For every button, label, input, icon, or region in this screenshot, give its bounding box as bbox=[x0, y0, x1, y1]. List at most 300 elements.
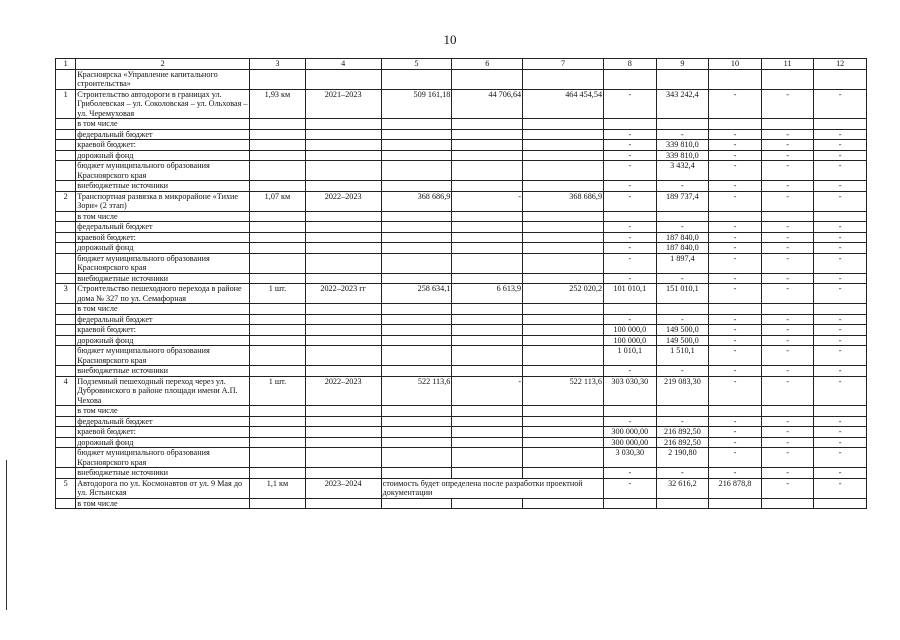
table-cell: - bbox=[814, 335, 867, 346]
table-cell bbox=[305, 119, 381, 130]
table-cell bbox=[452, 150, 523, 161]
table-cell bbox=[761, 119, 814, 130]
table-cell bbox=[523, 416, 604, 427]
table-cell: федеральный бюджет bbox=[76, 314, 250, 325]
funding-source-row bbox=[56, 437, 867, 448]
table-cell bbox=[381, 119, 452, 130]
table-cell bbox=[56, 150, 76, 161]
table-cell bbox=[656, 211, 709, 222]
funding-source-row bbox=[56, 448, 867, 468]
table-cell: 2022–2023 bbox=[305, 376, 381, 406]
funding-source-row bbox=[56, 140, 867, 151]
table-cell: 187 840,0 bbox=[656, 232, 709, 243]
column-header: 6 bbox=[452, 59, 523, 70]
table-cell: - bbox=[761, 284, 814, 304]
table-cell bbox=[250, 150, 306, 161]
table-cell: - bbox=[761, 437, 814, 448]
table-cell: - bbox=[604, 366, 657, 377]
table-cell bbox=[250, 498, 306, 509]
table-cell: 3 432,4 bbox=[656, 161, 709, 181]
table-cell bbox=[56, 498, 76, 509]
table-cell bbox=[250, 335, 306, 346]
table-cell bbox=[709, 69, 762, 89]
table-cell bbox=[305, 406, 381, 417]
table-cell bbox=[56, 325, 76, 336]
column-header: 8 bbox=[604, 59, 657, 70]
project-row bbox=[56, 284, 867, 304]
table-cell bbox=[305, 304, 381, 315]
table-cell: 189 737,4 bbox=[656, 191, 709, 211]
table-cell bbox=[250, 161, 306, 181]
table-cell: 252 020,2 bbox=[523, 284, 604, 304]
table-cell: - bbox=[709, 314, 762, 325]
table-cell bbox=[656, 69, 709, 89]
table-cell: - bbox=[814, 314, 867, 325]
table-cell bbox=[523, 437, 604, 448]
table-cell: 1 510,1 bbox=[656, 346, 709, 366]
table-cell: - bbox=[814, 161, 867, 181]
table-cell bbox=[305, 346, 381, 366]
table-cell: 149 500,0 bbox=[656, 325, 709, 336]
table-cell bbox=[250, 325, 306, 336]
project-row bbox=[56, 478, 867, 498]
table-cell bbox=[381, 232, 452, 243]
table-cell: Строительство автодороги в границах ул. Гриболевская – ул. Соколовская – ул. Ольховая – ул. Черемуховая bbox=[76, 89, 250, 119]
table-cell: 1 bbox=[56, 89, 76, 119]
table-cell bbox=[381, 253, 452, 273]
table-cell bbox=[305, 129, 381, 140]
table-cell bbox=[452, 129, 523, 140]
table-cell bbox=[452, 181, 523, 192]
table-cell: Транспортная развязка в микрорайоне «Тихие Зори» (2 этап) bbox=[76, 191, 250, 211]
table-cell bbox=[381, 427, 452, 438]
table-cell: 303 030,30 bbox=[604, 376, 657, 406]
table-cell: 368 686,9 bbox=[523, 191, 604, 211]
table-cell bbox=[656, 304, 709, 315]
table-cell bbox=[305, 314, 381, 325]
table-cell: - bbox=[709, 427, 762, 438]
table-cell: - bbox=[656, 314, 709, 325]
table-cell: краевой бюджет: bbox=[76, 325, 250, 336]
table-cell bbox=[250, 181, 306, 192]
table-cell: - bbox=[709, 273, 762, 284]
table-cell: 343 242,4 bbox=[656, 89, 709, 119]
table-cell bbox=[305, 498, 381, 509]
table-cell bbox=[305, 69, 381, 89]
table-cell bbox=[250, 69, 306, 89]
table-cell bbox=[709, 304, 762, 315]
table-cell bbox=[305, 366, 381, 377]
table-cell bbox=[452, 416, 523, 427]
table-cell bbox=[305, 181, 381, 192]
table-cell: 101 010,1 bbox=[604, 284, 657, 304]
table-cell: - bbox=[709, 89, 762, 119]
table-cell: - bbox=[761, 253, 814, 273]
table-cell bbox=[523, 325, 604, 336]
table-cell bbox=[381, 181, 452, 192]
table-cell bbox=[523, 119, 604, 130]
table-cell: внебюджетные источники bbox=[76, 273, 250, 284]
funding-source-row bbox=[56, 314, 867, 325]
table-cell: - bbox=[761, 140, 814, 151]
table-cell: - bbox=[604, 468, 657, 479]
funding-source-row bbox=[56, 366, 867, 377]
table-cell: - bbox=[814, 366, 867, 377]
table-cell bbox=[709, 119, 762, 130]
table-cell bbox=[761, 211, 814, 222]
table-cell: - bbox=[656, 468, 709, 479]
table-cell: - bbox=[452, 376, 523, 406]
table-cell: - bbox=[709, 346, 762, 366]
table-cell: 149 500,0 bbox=[656, 335, 709, 346]
table-cell bbox=[452, 335, 523, 346]
table-cell: - bbox=[761, 335, 814, 346]
project-row bbox=[56, 191, 867, 211]
table-cell: бюджет муниципального образования Красноярского края bbox=[76, 161, 250, 181]
table-cell: - bbox=[709, 325, 762, 336]
table-cell bbox=[381, 335, 452, 346]
table-cell: в том числе bbox=[76, 119, 250, 130]
column-header-row bbox=[56, 59, 867, 70]
table-cell bbox=[56, 140, 76, 151]
table-cell: - bbox=[656, 129, 709, 140]
table-cell bbox=[452, 273, 523, 284]
table-cell bbox=[452, 243, 523, 254]
table-cell bbox=[381, 314, 452, 325]
column-header: 3 bbox=[250, 59, 306, 70]
table-cell bbox=[381, 406, 452, 417]
table-cell bbox=[523, 253, 604, 273]
table-cell bbox=[452, 498, 523, 509]
table-cell bbox=[56, 222, 76, 233]
table-cell bbox=[56, 253, 76, 273]
table-cell: в том числе bbox=[76, 304, 250, 315]
table-cell bbox=[452, 468, 523, 479]
table-cell: федеральный бюджет bbox=[76, 416, 250, 427]
table-cell: дорожный фонд bbox=[76, 150, 250, 161]
table-cell bbox=[381, 498, 452, 509]
table-cell: 258 634,1 bbox=[381, 284, 452, 304]
funding-source-row bbox=[56, 119, 867, 130]
table-cell: - bbox=[709, 468, 762, 479]
table-cell: - bbox=[656, 366, 709, 377]
table-cell: внебюджетные источники bbox=[76, 468, 250, 479]
table-cell: - bbox=[814, 129, 867, 140]
table-cell: 1,1 км bbox=[250, 478, 306, 498]
table-cell bbox=[56, 69, 76, 89]
table-cell: - bbox=[761, 129, 814, 140]
table-cell bbox=[381, 416, 452, 427]
table-cell bbox=[523, 222, 604, 233]
table-cell bbox=[452, 448, 523, 468]
table-cell: - bbox=[814, 346, 867, 366]
funding-source-row bbox=[56, 129, 867, 140]
funding-source-row bbox=[56, 253, 867, 273]
table-cell: 522 113,6 bbox=[523, 376, 604, 406]
table-cell: - bbox=[761, 273, 814, 284]
table-cell: - bbox=[761, 366, 814, 377]
table-cell: 522 113,6 bbox=[381, 376, 452, 406]
table-cell bbox=[709, 211, 762, 222]
table-cell bbox=[56, 314, 76, 325]
table-cell: 44 706,64 bbox=[452, 89, 523, 119]
table-cell: внебюджетные источники bbox=[76, 181, 250, 192]
table-cell bbox=[604, 69, 657, 89]
table-cell bbox=[523, 140, 604, 151]
column-header: 2 bbox=[76, 59, 250, 70]
table-cell bbox=[250, 129, 306, 140]
page-number: 10 bbox=[443, 32, 457, 47]
table-cell: 2022–2023 гг bbox=[305, 284, 381, 304]
table-cell bbox=[452, 314, 523, 325]
table-cell bbox=[56, 346, 76, 366]
funding-source-row bbox=[56, 232, 867, 243]
table-cell: - bbox=[814, 150, 867, 161]
table-cell bbox=[305, 427, 381, 438]
table-cell: 216 892,50 bbox=[656, 427, 709, 438]
table-cell: 2021–2023 bbox=[305, 89, 381, 119]
table-cell: - bbox=[814, 437, 867, 448]
table-cell bbox=[452, 69, 523, 89]
table-cell: - bbox=[814, 478, 867, 498]
table-cell bbox=[604, 406, 657, 417]
table-cell: Подземный пешеходный переход через ул. Дубровинского в районе площади имени А.П. Чехова bbox=[76, 376, 250, 406]
table-cell bbox=[656, 119, 709, 130]
table-cell bbox=[381, 161, 452, 181]
table-cell: 32 616,2 bbox=[656, 478, 709, 498]
table-cell: - bbox=[761, 325, 814, 336]
table-cell: - bbox=[761, 478, 814, 498]
table-cell bbox=[381, 211, 452, 222]
table-cell: - bbox=[656, 273, 709, 284]
funding-source-row bbox=[56, 181, 867, 192]
project-row bbox=[56, 376, 867, 406]
table-cell: - bbox=[761, 416, 814, 427]
table-cell bbox=[452, 119, 523, 130]
table-cell: - bbox=[604, 416, 657, 427]
table-cell: - bbox=[761, 468, 814, 479]
table-cell bbox=[452, 140, 523, 151]
table-cell: - bbox=[761, 448, 814, 468]
table-cell: Автодорога по ул. Космонавтов от ул. 9 Мая до ул. Ястынская bbox=[76, 478, 250, 498]
funding-source-row bbox=[56, 335, 867, 346]
table-cell: 5 bbox=[56, 478, 76, 498]
table-cell: федеральный бюджет bbox=[76, 129, 250, 140]
table-cell: - bbox=[814, 253, 867, 273]
table-cell bbox=[56, 119, 76, 130]
funding-source-row bbox=[56, 498, 867, 509]
table-cell bbox=[761, 69, 814, 89]
table-cell: - bbox=[761, 222, 814, 233]
funding-source-row bbox=[56, 346, 867, 366]
column-header: 11 bbox=[761, 59, 814, 70]
table-cell: внебюджетные источники bbox=[76, 366, 250, 377]
funding-source-row bbox=[56, 273, 867, 284]
column-header: 7 bbox=[523, 59, 604, 70]
table-cell: 3 030,30 bbox=[604, 448, 657, 468]
table-cell bbox=[381, 468, 452, 479]
table-cell bbox=[381, 437, 452, 448]
table-cell bbox=[523, 129, 604, 140]
table-cell bbox=[305, 273, 381, 284]
table-cell bbox=[250, 119, 306, 130]
table-cell bbox=[381, 346, 452, 366]
table-cell bbox=[814, 304, 867, 315]
table-cell: - bbox=[709, 437, 762, 448]
table-cell: в том числе bbox=[76, 498, 250, 509]
table-cell: - bbox=[761, 150, 814, 161]
funding-source-row bbox=[56, 243, 867, 254]
table-cell bbox=[56, 232, 76, 243]
table-cell: - bbox=[604, 140, 657, 151]
table-cell: в том числе bbox=[76, 406, 250, 417]
table-cell: - bbox=[709, 191, 762, 211]
table-cell: - bbox=[814, 448, 867, 468]
column-header: 4 bbox=[305, 59, 381, 70]
table-cell bbox=[250, 314, 306, 325]
table-cell: краевой бюджет: bbox=[76, 140, 250, 151]
table-cell bbox=[250, 437, 306, 448]
table-cell bbox=[56, 437, 76, 448]
table-cell: Красноярска «Управление капитального строительства» bbox=[76, 69, 250, 89]
table-cell bbox=[452, 427, 523, 438]
table-cell: 339 810,0 bbox=[656, 140, 709, 151]
table-cell: - bbox=[709, 366, 762, 377]
table-cell bbox=[305, 243, 381, 254]
table-cell: - bbox=[709, 243, 762, 254]
table-cell bbox=[305, 335, 381, 346]
table-cell bbox=[452, 366, 523, 377]
table-cell bbox=[56, 243, 76, 254]
table-cell: - bbox=[761, 376, 814, 406]
table-cell bbox=[56, 161, 76, 181]
table-cell: - bbox=[604, 150, 657, 161]
budget-table bbox=[55, 58, 867, 509]
table-cell bbox=[523, 427, 604, 438]
table-cell bbox=[709, 406, 762, 417]
table-cell bbox=[250, 232, 306, 243]
table-cell: 100 000,0 bbox=[604, 325, 657, 336]
table-cell bbox=[56, 448, 76, 468]
table-cell bbox=[250, 346, 306, 366]
table-cell: - bbox=[761, 346, 814, 366]
table-cell bbox=[523, 448, 604, 468]
funding-source-row bbox=[56, 304, 867, 315]
table-cell bbox=[452, 437, 523, 448]
table-cell: - bbox=[709, 129, 762, 140]
table-cell bbox=[604, 498, 657, 509]
funding-source-row bbox=[56, 150, 867, 161]
table-cell: 219 083,30 bbox=[656, 376, 709, 406]
table-cell bbox=[305, 448, 381, 468]
table-cell: - bbox=[814, 191, 867, 211]
funding-source-row bbox=[56, 161, 867, 181]
table-cell: - bbox=[452, 191, 523, 211]
table-cell: 1 шт. bbox=[250, 284, 306, 304]
table-cell: федеральный бюджет bbox=[76, 222, 250, 233]
table-cell bbox=[709, 498, 762, 509]
table-cell bbox=[604, 304, 657, 315]
table-cell: - bbox=[814, 416, 867, 427]
table-cell bbox=[56, 366, 76, 377]
table-cell: - bbox=[761, 181, 814, 192]
table-cell bbox=[814, 69, 867, 89]
project-row bbox=[56, 89, 867, 119]
table-cell: Строительство пешеходного перехода в районе дома № 327 по ул. Семафорная bbox=[76, 284, 250, 304]
table-cell: 368 686,9 bbox=[381, 191, 452, 211]
funding-source-row bbox=[56, 468, 867, 479]
table-cell: - bbox=[761, 427, 814, 438]
table-cell: 2 190,80 bbox=[656, 448, 709, 468]
table-cell: 300 000,00 bbox=[604, 437, 657, 448]
table-cell bbox=[814, 406, 867, 417]
table-cell: - bbox=[709, 284, 762, 304]
column-header: 1 bbox=[56, 59, 76, 70]
table-cell: - bbox=[604, 314, 657, 325]
funding-source-row bbox=[56, 406, 867, 417]
table-cell bbox=[523, 150, 604, 161]
table-cell: - bbox=[761, 161, 814, 181]
table-cell: бюджет муниципального образования Красноярского края bbox=[76, 253, 250, 273]
table-cell bbox=[250, 416, 306, 427]
table-cell bbox=[656, 406, 709, 417]
table-cell bbox=[523, 69, 604, 89]
table-cell: - bbox=[656, 181, 709, 192]
continuation-row bbox=[56, 69, 867, 89]
table-cell: 2 bbox=[56, 191, 76, 211]
funding-source-row bbox=[56, 222, 867, 233]
table-cell bbox=[250, 406, 306, 417]
table-cell: 1 шт. bbox=[250, 376, 306, 406]
table-cell bbox=[452, 161, 523, 181]
table-cell: - bbox=[604, 89, 657, 119]
table-cell: - bbox=[814, 376, 867, 406]
table-cell bbox=[305, 253, 381, 273]
table-cell: 6 613,9 bbox=[452, 284, 523, 304]
table-cell bbox=[305, 232, 381, 243]
table-cell: - bbox=[709, 140, 762, 151]
table-cell: - bbox=[814, 273, 867, 284]
table-cell: 2023–2024 bbox=[305, 478, 381, 498]
table-cell: 339 810,0 bbox=[656, 150, 709, 161]
table-cell bbox=[305, 468, 381, 479]
table-cell bbox=[305, 150, 381, 161]
table-cell bbox=[56, 427, 76, 438]
table-cell: - bbox=[761, 243, 814, 254]
table-cell: - bbox=[709, 376, 762, 406]
table-cell: - bbox=[814, 284, 867, 304]
table-cell: - bbox=[709, 150, 762, 161]
table-cell: - bbox=[604, 181, 657, 192]
table-cell bbox=[56, 181, 76, 192]
table-cell: - bbox=[604, 161, 657, 181]
table-cell bbox=[761, 498, 814, 509]
table-cell bbox=[250, 211, 306, 222]
funding-source-row bbox=[56, 427, 867, 438]
table-cell: - bbox=[709, 222, 762, 233]
table-cell: - bbox=[814, 325, 867, 336]
table-cell: в том числе bbox=[76, 211, 250, 222]
table-cell: - bbox=[709, 448, 762, 468]
table-cell bbox=[452, 346, 523, 366]
table-cell bbox=[381, 129, 452, 140]
table-cell bbox=[56, 468, 76, 479]
table-cell bbox=[305, 211, 381, 222]
table-cell: - bbox=[814, 222, 867, 233]
table-cell bbox=[523, 161, 604, 181]
table-cell: 216 892,50 bbox=[656, 437, 709, 448]
table-cell bbox=[381, 448, 452, 468]
